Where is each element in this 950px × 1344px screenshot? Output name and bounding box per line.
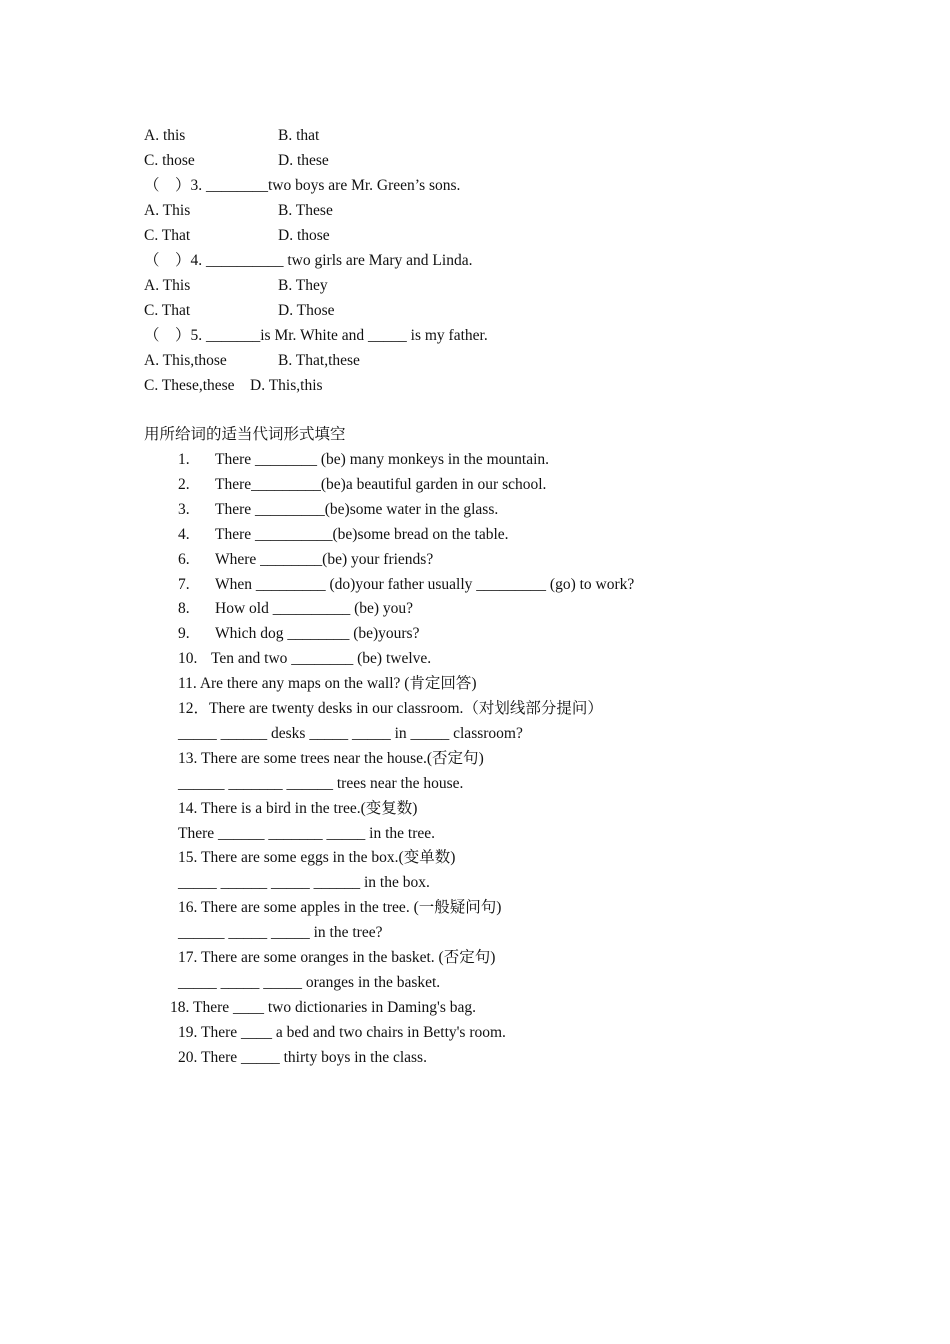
q5-stem: （ ）5. _______is Mr. White and _____ is my father. — [144, 327, 488, 344]
fill-item-number: 3. — [178, 501, 190, 518]
q17-prompt: 17. There are some oranges in the basket. (否定句) — [178, 949, 496, 966]
q20-prompt: 20. There _____ thirty boys in the class. — [178, 1049, 427, 1066]
fill-item-text: There_________(be)a beautiful garden in our school. — [215, 476, 547, 493]
fill-item-text: How old __________ (be) you? — [215, 600, 414, 617]
q5-option-a: A. This,those — [144, 352, 227, 369]
q4-option-c: C. That — [144, 302, 191, 319]
fill-item-number: 2. — [178, 476, 190, 493]
fill-item-number: 10. — [178, 650, 198, 667]
q17-answer-line: _____ _____ _____ oranges in the basket. — [178, 974, 441, 991]
fill-item-number: 8. — [178, 600, 190, 617]
fill-item-number: 4. — [178, 526, 190, 543]
q4-option-d: D. Those — [278, 302, 335, 319]
q3-option-d: D. those — [278, 227, 330, 244]
fill-item-text: Where ________(be) your friends? — [215, 551, 434, 568]
fill-item-text: There ________ (be) many monkeys in the mountain. — [215, 451, 550, 468]
q4-option-b: B. They — [278, 277, 328, 294]
q15-prompt: 15. There are some eggs in the box.(变单数) — [178, 849, 456, 866]
q13-prompt: 13. There are some trees near the house.(否定句) — [178, 750, 484, 767]
q5-option-cd: C. These,these D. This,this — [144, 377, 323, 394]
fill-item-text: There __________(be)some bread on the table. — [215, 526, 509, 543]
q11-prompt: 11. Are there any maps on the wall? (肯定回答) — [178, 675, 477, 692]
q13-answer-line: ______ _______ ______ trees near the house. — [178, 775, 464, 792]
q4-stem: （ ）4. __________ two girls are Mary and Linda. — [144, 252, 473, 269]
q2-option-c: C. those — [144, 152, 195, 169]
q2-option-a: A. this — [144, 127, 186, 144]
q4-option-a: A. This — [144, 277, 191, 294]
q15-answer-line: _____ ______ _____ ______ in the box. — [178, 874, 430, 891]
q5-option-b: B. That,these — [278, 352, 360, 369]
q19-prompt: 19. There ____ a bed and two chairs in Betty's room. — [178, 1024, 506, 1041]
fill-item-text: Ten and two ________ (be) twelve. — [211, 650, 432, 667]
q14-answer-line: There ______ _______ _____ in the tree. — [178, 825, 435, 842]
q12-prompt: 12．There are twenty desks in our classroom.（对划线部分提问） — [178, 700, 603, 717]
q18-prompt: 18. There ____ two dictionaries in Daming's bag. — [170, 999, 476, 1016]
section-title: 用所给词的适当代词形式填空 — [144, 426, 346, 443]
q2-option-b: B. that — [278, 127, 320, 144]
q3-option-c: C. That — [144, 227, 191, 244]
q2-option-d: D. these — [278, 152, 329, 169]
fill-item-text: When _________ (do)your father usually _________ (go) to work? — [215, 576, 635, 593]
fill-item-text: There _________(be)some water in the glass. — [215, 501, 499, 518]
fill-item-number: 6. — [178, 551, 190, 568]
q16-prompt: 16. There are some apples in the tree. (一般疑问句) — [178, 899, 502, 916]
fill-item-text: Which dog ________ (be)yours? — [215, 625, 420, 642]
fill-item-number: 7. — [178, 576, 190, 593]
q14-prompt: 14. There is a bird in the tree.(变复数) — [178, 800, 418, 817]
q16-answer-line: ______ _____ _____ in the tree? — [178, 924, 383, 941]
q12-answer-line: _____ ______ desks _____ _____ in _____ classroom? — [178, 725, 523, 742]
q3-option-a: A. This — [144, 202, 191, 219]
q3-option-b: B. These — [278, 202, 333, 219]
fill-item-number: 1. — [178, 451, 190, 468]
fill-item-number: 9. — [178, 625, 190, 642]
q3-stem: （ ）3. ________two boys are Mr. Green’s sons. — [144, 177, 461, 194]
